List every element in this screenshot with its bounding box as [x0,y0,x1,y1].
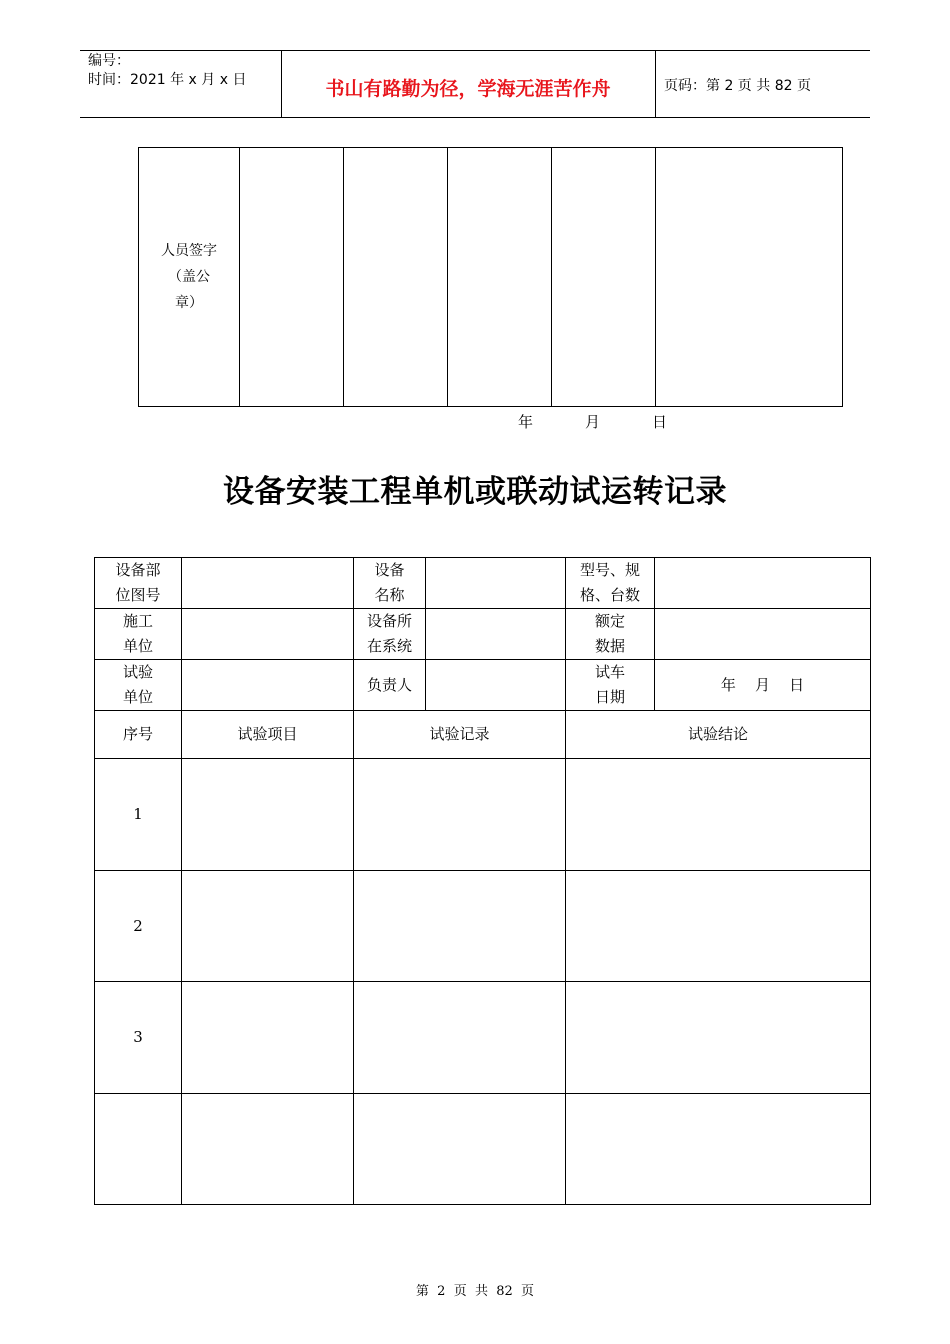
label-text: 额定 [594,612,625,630]
label-text: 施工 [122,612,153,630]
header-time-label: 时间：2021 年 x 月 x 日 [88,72,247,88]
signature-label-line3: 章） [175,295,203,311]
signature-label-cell [139,148,240,407]
signature-table [138,147,843,407]
row-test-item[interactable] [182,871,354,982]
label-text: 日期 [594,688,625,706]
row-test-item[interactable] [182,759,354,871]
value-equipment-name[interactable] [426,558,566,609]
row-seq: 1 [95,759,182,871]
col-header-test-conclusion: 试验结论 [566,711,871,759]
table-row [95,871,871,982]
signature-cell[interactable] [448,148,552,407]
info-row-construction [95,609,871,660]
row-seq [95,1094,182,1205]
signature-date-day: 日 [652,413,668,431]
label-test-run-date [566,660,655,711]
signature-row [139,148,843,407]
signature-label-line1: 人员签字 [161,243,217,259]
label-text: 格、台数 [579,586,640,604]
label-text: 单位 [122,688,153,706]
label-equipment-name [354,558,426,609]
row-test-record[interactable] [354,759,566,871]
table-row [95,982,871,1094]
header-page-label: 页码：第 2 页 共 82 页 [664,78,811,94]
label-text: 设备所 [366,612,412,630]
info-row-test [95,660,871,711]
signature-cell[interactable] [656,148,843,407]
col-header-seq: 序号 [95,711,182,759]
label-person-in-charge: 负责人 [354,660,426,711]
value-equipment-system[interactable] [426,609,566,660]
signature-date-year: 年 [518,413,534,431]
row-seq: 3 [95,982,182,1094]
label-text: 试车 [594,663,625,681]
value-construction-unit[interactable] [182,609,354,660]
row-test-record[interactable] [354,871,566,982]
header-meta [88,52,246,90]
label-model-spec-qty [566,558,655,609]
row-test-conclusion[interactable] [566,759,871,871]
label-text: 设备 [374,561,405,579]
value-test-run-date[interactable]: 年 月 日 [655,660,871,711]
value-equipment-drawing-no[interactable] [182,558,354,609]
label-text: 试验 [122,663,153,681]
label-equipment-drawing-no [95,558,182,609]
signature-date-month: 月 [585,413,601,431]
label-test-unit [95,660,182,711]
header-motto: 书山有路勤为径，学海无涯苦作舟 [325,78,611,100]
col-header-test-record: 试验记录 [354,711,566,759]
header-bottom-rule [80,117,870,118]
value-test-unit[interactable] [182,660,354,711]
signature-cell[interactable] [344,148,448,407]
label-construction-unit [95,609,182,660]
label-equipment-system [354,609,426,660]
row-test-conclusion[interactable] [566,982,871,1094]
row-test-record[interactable] [354,982,566,1094]
info-row-equipment [95,558,871,609]
table-row [95,1094,871,1205]
label-text: 型号、规 [579,561,640,579]
label-text: 位图号 [115,586,161,604]
label-text: 在系统 [366,637,412,655]
label-text: 数据 [594,637,625,655]
document-title: 设备安装工程单机或联动试运转记录 [223,474,727,510]
row-seq: 2 [95,871,182,982]
label-text: 单位 [122,637,153,655]
label-rated-data [566,609,655,660]
header-divider-2 [655,50,656,117]
trial-run-record-table [94,557,871,1205]
signature-cell[interactable] [240,148,344,407]
header-top-rule [80,50,870,51]
value-person-in-charge[interactable] [426,660,566,711]
row-test-item[interactable] [182,1094,354,1205]
value-model-spec-qty[interactable] [655,558,871,609]
col-header-test-item: 试验项目 [182,711,354,759]
table-row [95,759,871,871]
header-number-label: 编号： [88,53,130,69]
label-text: 名称 [374,586,405,604]
row-test-record[interactable] [354,1094,566,1205]
row-test-conclusion[interactable] [566,871,871,982]
row-test-item[interactable] [182,982,354,1094]
page-footer: 第 2 页 共 82 页 [415,1284,535,1299]
row-test-conclusion[interactable] [566,1094,871,1205]
value-rated-data[interactable] [655,609,871,660]
column-header-row [95,711,871,759]
signature-cell[interactable] [552,148,656,407]
label-text: 设备部 [115,561,161,579]
signature-label-line2: （盖公 [168,269,210,285]
